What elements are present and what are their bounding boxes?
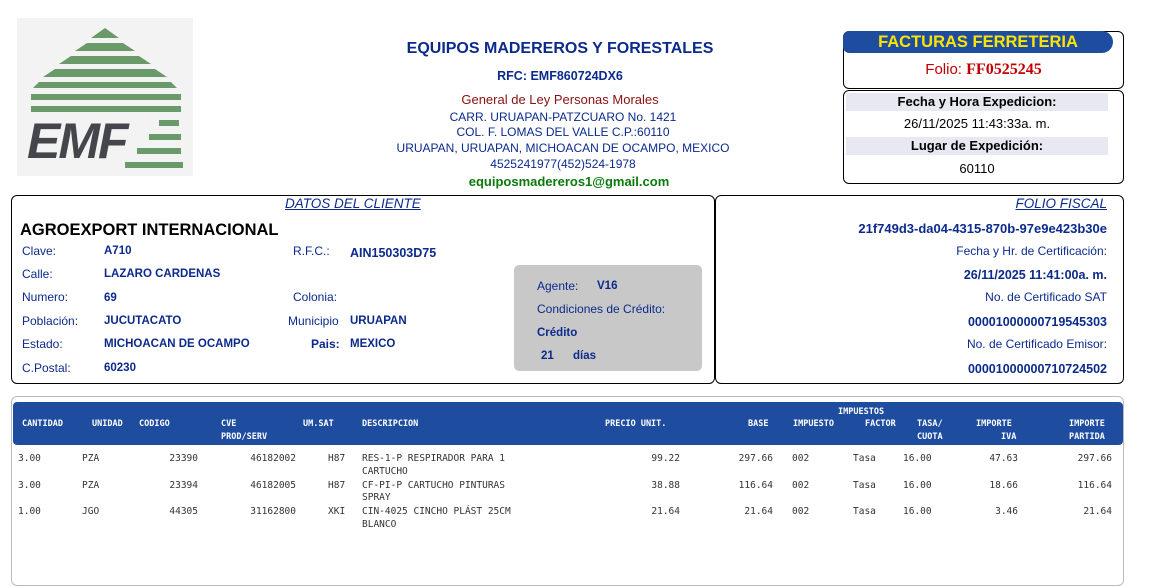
items-table-header — [13, 402, 1123, 445]
cell-cve: 46182002 — [250, 453, 296, 464]
cell-descripcion-2: BLANCO — [362, 519, 397, 530]
fiscal-uuid: 21f749d3-da04-4315-870b-97e9e423b30e — [858, 221, 1107, 236]
estado-label: Estado: — [22, 337, 63, 351]
col-cantidad: CANTIDAD — [22, 419, 63, 429]
cell-impuesto: 002 — [792, 506, 810, 517]
cell-cve: 31162800 — [250, 506, 296, 517]
cell-tasa: 16.00 — [903, 453, 932, 464]
cp-label: C.Postal: — [22, 361, 71, 375]
cell-descripcion-1: CIN-4025 CINCHO PLÁST 25CM — [362, 506, 511, 517]
company-regimen: General de Ley Personas Morales — [461, 92, 659, 107]
cp-value: 60230 — [104, 362, 136, 374]
cell-base: 21.64 — [744, 506, 773, 517]
pais-label: Pais: — [311, 337, 340, 351]
sat-cert-value: 00001000000719545303 — [967, 315, 1107, 329]
col-umsat: UM.SAT — [303, 419, 334, 429]
poblacion-value: JUCUTACATO — [104, 315, 182, 327]
cell-codigo: 23390 — [169, 453, 198, 464]
cell-tasa: 16.00 — [903, 480, 932, 491]
cell-partida: 21.64 — [1083, 506, 1112, 517]
cell-iva: 3.46 — [995, 506, 1018, 517]
col-codigo: CODIGO — [139, 419, 170, 429]
clave-label: Clave: — [22, 244, 57, 258]
client-name: AGROEXPORT INTERNACIONAL — [20, 221, 279, 239]
cell-codigo: 23394 — [169, 480, 198, 491]
emisor-cert-label: No. de Certificado Emisor: — [966, 337, 1107, 351]
credit-days-label: días — [573, 350, 597, 362]
col-cve-2: PROD/SERV — [221, 432, 268, 442]
col-descripcion: DESCRIPCION — [362, 419, 419, 429]
cell-codigo: 44305 — [169, 506, 198, 517]
col-importe-partida-2: PARTIDA — [1069, 432, 1105, 442]
col-impuesto: IMPUESTO — [793, 419, 834, 429]
cell-partida: 297.66 — [1077, 453, 1112, 464]
credit-conditions-label: Condiciones de Crédito: — [537, 302, 666, 316]
company-address-2: COL. F. LOMAS DEL VALLE C.P.:60110 — [456, 125, 670, 139]
numero-label: Numero: — [22, 290, 69, 304]
issue-date-label: Fecha y Hora Expedicion: — [846, 93, 1108, 111]
company-address-3: URUAPAN, URUAPAN, MICHOACAN DE OCAMPO, MEXICO — [396, 141, 730, 155]
col-factor: FACTOR — [865, 419, 896, 429]
credit-days-value: 21 — [541, 350, 554, 362]
cell-descripcion-2: SPRAY — [362, 492, 391, 503]
cell-iva: 18.66 — [989, 480, 1018, 491]
poblacion-label: Población: — [22, 314, 79, 328]
invoice-title: FACTURAS FERRETERIA — [843, 31, 1113, 53]
cell-factor: Tasa — [853, 480, 876, 491]
calle-value: LAZARO CARDENAS — [104, 268, 221, 280]
cell-base: 116.64 — [738, 480, 773, 491]
col-cve-1: CVE — [221, 419, 237, 429]
cell-tasa: 16.00 — [903, 506, 932, 517]
col-base: BASE — [748, 419, 769, 429]
col-precio: PRECIO UNIT. — [605, 419, 667, 429]
sat-cert-label: No. de Certificado SAT — [985, 290, 1107, 304]
pais-value: MEXICO — [350, 338, 396, 350]
cell-partida: 116.64 — [1077, 480, 1112, 491]
cell-impuesto: 002 — [792, 453, 810, 464]
company-address-1: CARR. URUAPAN-PATZCUARO No. 1421 — [449, 110, 677, 124]
cell-precio: 21.64 — [651, 506, 680, 517]
folio-label: Folio: — [925, 61, 962, 78]
issue-place-label: Lugar de Expedición: — [846, 137, 1108, 155]
col-importe-iva-2: IVA — [1001, 432, 1017, 442]
cert-date-value: 26/11/2025 11:41:00a. m. — [963, 268, 1107, 282]
numero-value: 69 — [104, 292, 117, 304]
logo-text: EMF — [27, 113, 127, 169]
folio-value: FF0525245 — [966, 61, 1042, 78]
cell-factor: Tasa — [853, 506, 876, 517]
cell-descripcion-2: CARTUCHO — [362, 466, 408, 477]
agent-label: Agente: — [537, 279, 579, 293]
col-tasa-1: TASA/ — [917, 419, 943, 429]
cell-descripcion-1: CF-PI-P CARTUCHO PINTURAS — [362, 480, 505, 491]
invoice-folio — [843, 61, 1124, 79]
calle-label: Calle: — [22, 267, 53, 281]
cell-descripcion-1: RES-1-P RESPIRADOR PARA 1 — [362, 453, 505, 464]
cell-unidad: PZA — [82, 453, 100, 464]
cell-iva: 47.63 — [989, 453, 1018, 464]
company-phone: 4525241977(452)524-1978 — [490, 157, 636, 171]
agent-value: V16 — [597, 280, 618, 292]
col-importe-partida-1: IMPORTE — [1069, 419, 1105, 429]
client-rfc-label: R.F.C.: — [293, 244, 330, 258]
fiscal-section-title: FOLIO FISCAL — [1015, 196, 1107, 211]
client-section-title: DATOS DEL CLIENTE — [285, 196, 421, 211]
company-logo — [17, 18, 193, 176]
colonia-label: Colonia: — [293, 290, 338, 304]
credit-condition-value: Crédito — [537, 327, 578, 339]
cell-umsat: XKI — [328, 506, 346, 517]
cell-precio: 38.88 — [651, 480, 680, 491]
clave-value: A710 — [104, 245, 132, 257]
municipio-label: Municipio — [288, 314, 339, 328]
cell-cantidad: 1.00 — [18, 506, 41, 517]
col-impuestos-group: IMPUESTOS — [838, 407, 885, 417]
cell-base: 297.66 — [738, 453, 773, 464]
municipio-value: URUAPAN — [350, 315, 407, 327]
company-rfc: RFC: EMF860724DX6 — [497, 69, 623, 83]
issue-place-value: 60110 — [959, 161, 995, 176]
company-email[interactable]: equiposmadereros1@gmail.com — [468, 174, 670, 189]
col-tasa-2: CUOTA — [917, 432, 943, 442]
cell-umsat: H87 — [328, 480, 346, 491]
cell-cve: 46182005 — [250, 480, 296, 491]
estado-value: MICHOACAN DE OCAMPO — [104, 338, 250, 350]
client-rfc-value: AIN150303D75 — [350, 246, 437, 260]
col-unidad: UNIDAD — [92, 419, 123, 429]
cell-umsat: H87 — [328, 453, 346, 464]
cell-unidad: PZA — [82, 480, 100, 491]
emisor-cert-value: 00001000000710724502 — [967, 362, 1107, 376]
cert-date-label: Fecha y Hr. de Certificación: — [956, 244, 1107, 258]
cell-impuesto: 002 — [792, 480, 810, 491]
issue-date-value: 26/11/2025 11:43:33a. m. — [903, 116, 1051, 131]
cell-precio: 99.22 — [651, 453, 680, 464]
cell-cantidad: 3.00 — [18, 480, 41, 491]
company-name: EQUIPOS MADEREROS Y FORESTALES — [406, 40, 714, 57]
cell-factor: Tasa — [853, 453, 876, 464]
col-importe-iva-1: IMPORTE — [976, 419, 1012, 429]
cell-cantidad: 3.00 — [18, 453, 41, 464]
cell-unidad: JGO — [82, 506, 100, 517]
